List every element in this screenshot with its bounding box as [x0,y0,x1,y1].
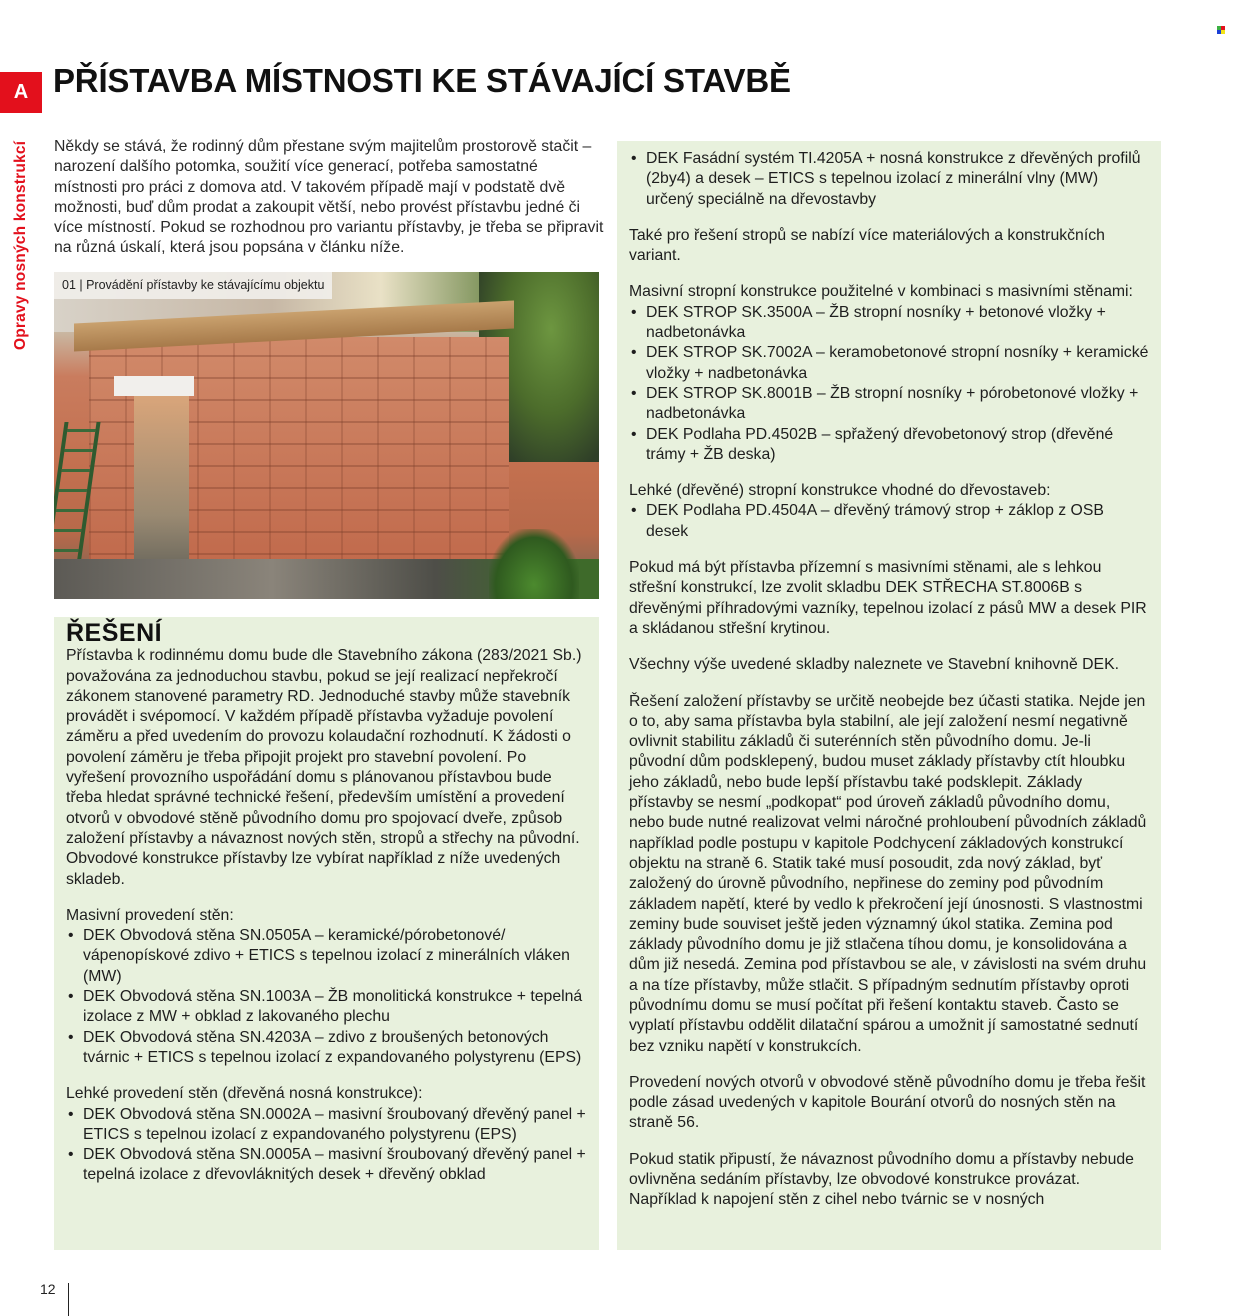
facade-list [629,149,1149,210]
solution-paragraph: Přístavba k rodinnému domu bude dle Stavebního zákona (283/2021 Sb.) považována za jednoduchou stavbu, pokud se její realizací nepřekročí zákonem stanovené parametry RD. Jednoduché stavby může stavebník provádět i svépomocí. V každém případě přístavba vyžaduje povolení záměru a před uvedením do provozu kolaudační rozhodnutí. K žádosti o povolení záměru je třeba připojit projekt pro stavební povolení. Po vyřešení provozního uspořádání domu s plánovanou přístavbou bude třeba hledat správné technické řešení, především umístění a provedení otvorů v obvodové stěně původního domu pro spojovací dveře, způsob založení přístavby a návaznost nových stěn, stropů a střechy na původní. Obvodové konstrukce přístavby lze vybírat například z níže uvedených skladeb. [66,647,582,888]
page-number: 12 [40,1281,56,1297]
figure-caption: 01 | Provádění přístavby ke stávajícímu objektu [54,272,332,299]
footer-divider [68,1283,69,1316]
list-item: • DEK STROP SK.8001B – ŽB stropní nosníky + pórobetonové vložky + nadbetonávka [629,384,1149,425]
list-item: • DEK Obvodová stěna SN.0002A – masivní šroubovaný dřevěný panel + ETICS s tepelnou izolací z expandovaného polystyrenu (EPS) [66,1105,587,1146]
massive-walls-list [66,926,587,1068]
light-ceilings-label: Lehké (dřevěné) stropní konstrukce vhodné do dřevostaveb: [629,482,1051,500]
library-paragraph: Všechny výše uvedené skladby naleznete ve Stavební knihovně DEK. [629,656,1120,674]
massive-ceilings-label: Masivní stropní konstrukce použitelné v kombinaci s masivními stěnami: [629,283,1133,301]
list-item: • DEK Obvodová stěna SN.0005A – masivní šroubovaný dřevěný panel + tepelná izolace z dřevovláknitých desek + dřevěný obklad [66,1145,587,1186]
figure-photo [54,272,599,599]
light-ceilings-list [629,501,1149,542]
list-item: • DEK Obvodová stěna SN.0505A – keramické/pórobetonové/ vápenopískové zdivo + ETICS s tepelnou izolací z minerálních vláken (MW) [66,926,587,987]
solution-box [54,617,599,1250]
list-item: • DEK Obvodová stěna SN.1003A – ŽB monolitická konstrukce + tepelná izolace z MW + obklad z lakovaného plechu [66,987,587,1028]
list-item: • DEK STROP SK.3500A – ŽB stropní nosníky + betonové vložky + nadbetonávka [629,303,1149,344]
list-item: • DEK STROP SK.7002A – keramobetonové stropní nosníky + keramické vložky + nadbetonávka [629,343,1149,384]
list-item: • DEK Podlaha PD.4504A – dřevěný trámový strop + záklop z OSB desek [629,501,1149,542]
foundation-paragraph: Řešení založení přístavby se určitě neobejde bez účasti statika. Nejde jen o to, aby sama přístavba byla stabilní, ale její založení nesmí negativně ovlivnit stabilitu základů či suterénních stěn původního domu. Je-li původní dům podsklepený, budou muset základy přístavby ctít hloubku jeho základů, nebo bude lepší přístavbu také podsklepit. Základy přístavby se nesmí „podkopat“ pod úroveň základů původního domu, nebo bude nutné realizovat velmi náročné prohloubení původních základů například podle postupu v kapitole Podchycení základových konstrukcí objektu na straně 6. Statik také musí posoudit, zda nový základ, byť založený do úrovně původního, nepřinese do zeminy pod původním základem napětí, které by vedlo k překročení její únosnosti. S vlastnostmi zeminy bude souviset ještě jeden významný úkol statika. Zemina pod základy původního domu je již stlačena tíhou domu, je konsolidována a dům již nesedá. Zemina pod přístavbou se ale, v závislosti na svém druhu a na tíze přístavby, může stlačit. S případným sednutím přístavby oproti původnímu domu se musí počítat při řešení kontaktu staveb. Často se vyplatí přístavbu oddělit dilatační spárou a umožnit jí samostatné sednutí bez vzniku napětí v konstrukcích. [629,692,1147,1055]
page-title: PŘÍSTAVBA MÍSTNOSTI KE STÁVAJÍCÍ STAVBĚ [53,62,791,99]
light-walls-label: Lehké provedení stěn (dřevěná nosná konstrukce): [66,1085,423,1103]
ceiling-intro: Také pro řešení stropů se nabízí více materiálových a konstrukčních variant. [629,226,1105,265]
continuation-box [617,141,1161,1250]
list-item: • DEK Podlaha PD.4502B – spřažený dřevobetonový strop (dřevěné trámy + ŽB deska) [629,425,1149,466]
massive-ceilings-list [629,303,1149,465]
massive-walls-label: Masivní provedení stěn: [66,906,234,924]
chapter-side-label: Opravy nosných konstrukcí [12,140,29,350]
photo-lintel [114,376,194,396]
solution-heading: ŘEŠENÍ [66,619,163,647]
connection-paragraph: Pokud statik připustí, že návaznost původního domu a přístavby nebude ovlivněna sedáním přístavby, lze obvodové konstrukce provázat. Například k napojení stěn z cihel nebo tvárnic se v nosných [629,1150,1134,1209]
openings-paragraph: Provedení nových otvorů v obvodové stěně původního domu je třeba řešit podle zásad uvedených v kapitole Bourání otvorů do nosných stěn na straně 56. [629,1073,1146,1132]
intro-paragraph: Někdy se stává, že rodinný dům přestane svým majitelům prostorově stačit – narození dalšího potomka, soužití více generací, potřeba samostatné místnosti pro práci z domova atd. V takovém případě mají v podstatě dvě možnosti, buď dům prodat a zakoupit větší, nebo provést přístavbu jedné či více místností. Pokud se rozhodnou pro variantu přístavby, je třeba se připravit na různá úskalí, která jsou popsána v článku níže. [54,138,604,257]
light-walls-list [66,1105,587,1186]
photo-plants [489,529,579,599]
photo-door-opening [134,396,189,566]
section-tab: A [0,72,42,113]
roof-paragraph: Pokud má být přístavba přízemní s masivními stěnami, ale s lehkou střešní konstrukcí, lze zvolit skladbu DEK STŘECHA ST.8006B s dřevěnými příhradovými vazníky, tepelnou izolací z pásů MW a desek PIR a skládanou střešní krytinou. [629,559,1147,637]
list-item: • DEK Fasádní systém TI.4205A + nosná konstrukce z dřevěných profilů (2by4) a desek – ETICS s tepelnou izolací z minerální vlny (MW) určený speciálně na dřevostavby [629,149,1149,210]
color-registration-mark [1217,26,1225,34]
list-item: • DEK Obvodová stěna SN.4203A – zdivo z broušených betonových tvárnic + ETICS s tepelnou izolací z expandovaného polystyrenu (EPS) [66,1028,587,1069]
